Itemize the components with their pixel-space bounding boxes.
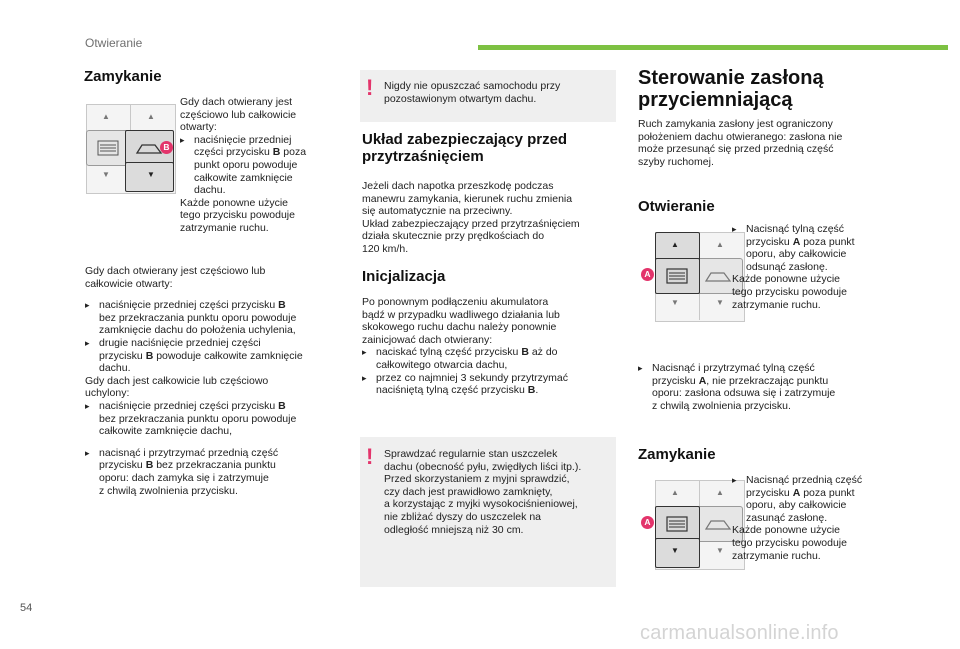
arrow-bullet-icon: ▸ xyxy=(85,447,90,458)
arrow-down-icon: ▼ xyxy=(102,170,110,179)
section-header-label: Otwieranie xyxy=(85,36,143,50)
arrow-up-icon: ▲ xyxy=(102,112,110,121)
arrow-up-icon: ▲ xyxy=(671,488,679,497)
arrow-down-icon: ▼ xyxy=(716,546,724,555)
warning-text-1: Nigdy nie opuszczać samochodu przy pozostawionym otwartym dachu. xyxy=(384,80,561,105)
arrow-up-icon: ▲ xyxy=(147,112,155,121)
sunroof-icon xyxy=(704,268,732,284)
shade-icon xyxy=(97,140,119,156)
arrow-bullet-icon: ▸ xyxy=(85,400,90,411)
col1-side-text: Gdy dach otwierany jest częściowo lub całkowicie otwarty: ▸ naciśnięcie przedniej części przycisku B poza punkt oporu powoduje całkowite zamknięcie dachu. Każde ponowne użycie tego przycisku powoduje zatrzymanie ruchu. xyxy=(180,96,307,234)
arrow-bullet-icon: ▸ xyxy=(180,134,185,145)
arrow-bullet-icon: ▸ xyxy=(362,372,367,383)
col3-close-text: ▸ Nacisnąć przednią część przycisku A poza punkt oporu, aby całkowicie zasunąć zasłonę. Każde ponowne użycie tego przycisku powoduje zatrzymanie ruchu. xyxy=(732,474,863,562)
warning-icon: ! xyxy=(366,444,374,469)
col1-body: Gdy dach otwierany jest częściowo lub całkowicie otwarty: ▸ naciśnięcie przedniej części przycisku B bez przekraczania punktu oporu powoduje zamknięcie dachu do położenia uchylenia, ▸ drugie naciśnięcie przedniej części przycisku B powoduje całkowite zamknięcie dachu. Gdy dach jest całkowicie lub częściowo uchylony: ▸ naciśnięcie przedniej części przycisku B bez przekraczania punktu oporu powoduje całkowite zamknięcie dachu, ▸ nacisnąć i przytrzymać przednią część przycisku B bez przekraczania punktu oporu: dach zamyka się i zatrzymuje z chwilą zwolnienia przycisku. xyxy=(85,265,303,497)
arrow-bullet-icon: ▸ xyxy=(732,224,737,234)
col2-antipinch-text: Jeżeli dach napotka przeszkodę podczas manewru zamykania, kierunek ruchu zmienia się automatycznie na przeciwny. Układ zabezpieczający przed przytrzaśnięciem działa skutecznie przy prędkościach do 120 km/h. xyxy=(362,180,580,255)
arrow-bullet-icon: ▸ xyxy=(85,337,90,348)
arrow-down-icon: ▼ xyxy=(671,546,679,555)
col1-title: Zamykanie xyxy=(84,68,162,85)
section-accent-bar xyxy=(478,45,948,50)
col3-sub-open: Otwieranie xyxy=(638,198,715,215)
watermark: carmanualsonline.info xyxy=(640,622,839,644)
arrow-bullet-icon: ▸ xyxy=(732,475,737,485)
page-number: 54 xyxy=(20,602,33,614)
arrow-up-icon: ▲ xyxy=(716,488,724,497)
button-a-badge: A xyxy=(641,268,654,281)
arrow-bullet-icon: ▸ xyxy=(362,347,367,358)
col2-init-text: Po ponownym podłączeniu akumulatora bądź w przypadku wadliwego działania lub skokowego ruchu dachu należy ponownie zainicjować dach otwierany: ▸ naciskać tylną część przycisku B aż do całkowitego otwarcia dachu, ▸ przez co najmniej 3 sekundy przytrzymać naciśniętą tylną część przycisku B. xyxy=(362,296,568,397)
arrow-down-icon: ▼ xyxy=(716,298,724,307)
warning-icon: ! xyxy=(366,75,374,100)
arrow-bullet-icon: ▸ xyxy=(85,300,90,311)
arrow-down-icon: ▼ xyxy=(147,170,155,179)
arrow-up-icon: ▲ xyxy=(671,240,679,249)
col3-intro: Ruch zamykania zasłony jest ograniczony położeniem dachu otwieranego: zasłona nie może przesunąć się przed przednią część szyby ruchomej. xyxy=(638,118,843,168)
col2-title-init: Inicjalizacja xyxy=(362,268,446,285)
arrow-up-icon: ▲ xyxy=(716,240,724,249)
button-a-badge: A xyxy=(641,516,654,529)
button-b-badge: B xyxy=(160,141,173,154)
col3-open-text: ▸ Nacisnąć tylną część przycisku A poza punkt oporu, aby całkowicie odsunąć zasłonę. Każde ponowne użycie tego przycisku powoduje zatrzymanie ruchu. xyxy=(732,223,855,311)
sunroof-icon xyxy=(704,516,732,532)
col3-title: Sterowanie zasłoną przyciemniającą xyxy=(638,67,824,111)
col3-sub-close: Zamykanie xyxy=(638,446,716,463)
shade-icon xyxy=(666,516,688,532)
arrow-bullet-icon: ▸ xyxy=(638,363,643,373)
col2-title-antipinch: Układ zabezpieczający przed przytrzaśnięciem xyxy=(362,131,568,165)
shade-icon xyxy=(666,268,688,284)
col3-open-text-2: ▸ Nacisnąć i przytrzymać tylną część przycisku A, nie przekraczając punktu oporu: zasłona odsuwa się i zatrzymuje z chwilą zwolnienia przycisku. xyxy=(638,362,836,412)
warning-text-2: Sprawdzać regularnie stan uszczelek dachu (obecność pyłu, zwiędłych liści itp.). Przed skorzystaniem z myjni sprawdzić, czy dach jest prawidłowo zamknięty, a korzystając z myjki wysokociśnieniowej, nie zbliżać dyszy do uszczelek na odległość mniejszą niż 30 cm. xyxy=(384,448,582,536)
sunroof-icon xyxy=(135,140,163,156)
arrow-down-icon: ▼ xyxy=(671,298,679,307)
